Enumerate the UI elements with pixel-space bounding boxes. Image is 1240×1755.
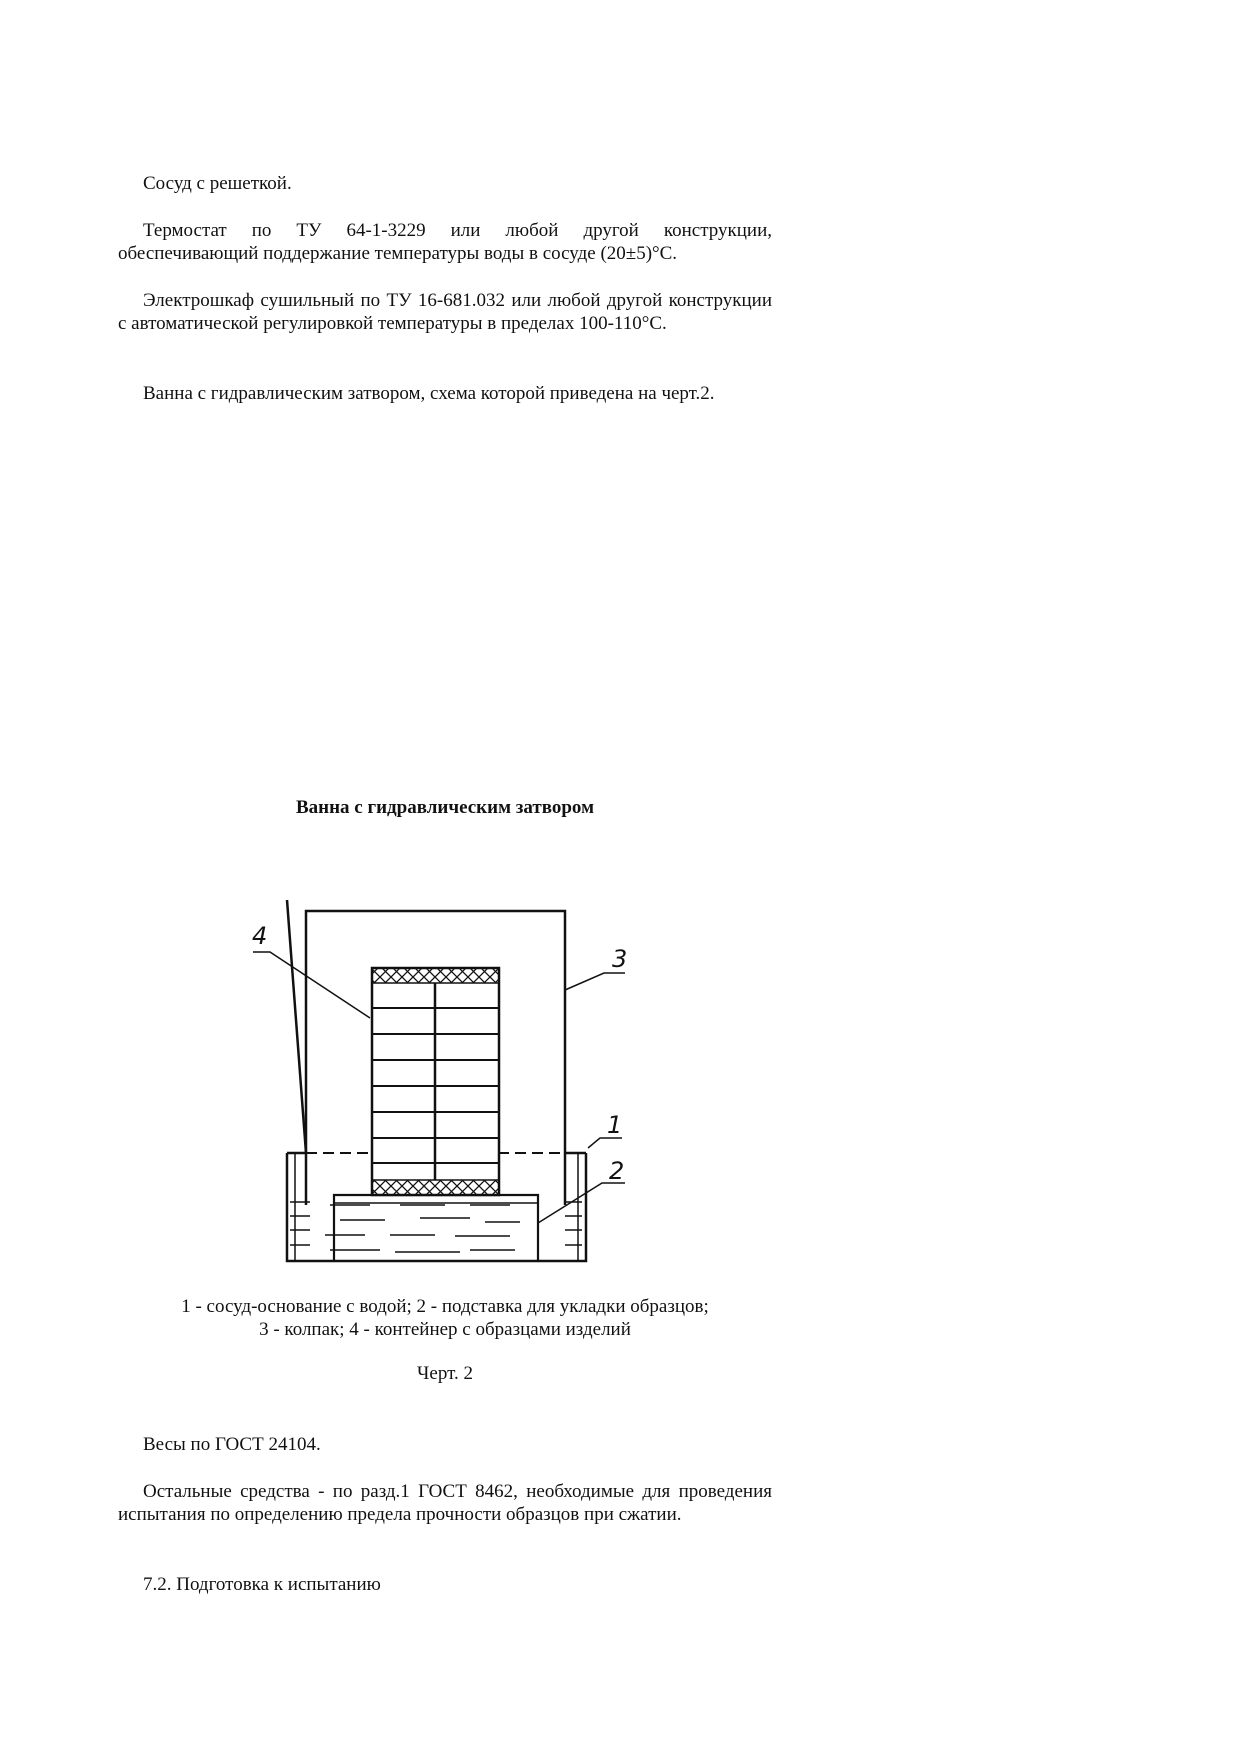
leader-line-3 [565, 973, 625, 990]
leader-line-1 [588, 1138, 622, 1148]
leader-line-4 [253, 952, 370, 1018]
paragraph-vessel: Сосуд с решеткой. [143, 173, 292, 194]
label-4: 4 [252, 922, 268, 950]
figure-number: Черт. 2 [417, 1363, 473, 1384]
caption-line-2: 3 - колпак; 4 - контейнер с образцами изделий [259, 1319, 631, 1340]
section-heading-preparation: 7.2. Подготовка к испытанию [143, 1574, 381, 1595]
figure-title: Ванна с гидравлическим затвором [295, 797, 595, 818]
paragraph-drying-cabinet: Электрошкаф сушильный по ТУ 16-681.032 или любой другой конструкции с автоматической регулировкой температуры в пределах 100-110°С. [118, 290, 772, 334]
figure-caption [118, 1295, 772, 1341]
hydraulic-bath-diagram [252, 900, 640, 1270]
label-3: 3 [612, 945, 628, 973]
paragraph-bath: Ванна с гидравлическим затвором, схема которой приведена на черт.2. [143, 383, 715, 404]
sample-container [372, 968, 499, 1195]
paragraph-scales: Весы по ГОСТ 24104. [143, 1434, 321, 1455]
paragraph-other-means: Остальные средства - по разд.1 ГОСТ 8462, необходимые для проведения испытания по определению предела прочности образцов при сжатии. [118, 1481, 772, 1525]
paragraph-thermostat: Термостат по ТУ 64-1-3229 или любой другой конструкции, обеспечивающий поддержание температуры воды в сосуде (20±5)°С. [118, 220, 772, 264]
label-2: 2 [609, 1157, 625, 1185]
caption-line-1: 1 - сосуд-основание с водой; 2 - подставка для укладки образцов; [181, 1296, 709, 1317]
label-1: 1 [607, 1111, 623, 1139]
leader-line-2 [538, 1183, 625, 1223]
